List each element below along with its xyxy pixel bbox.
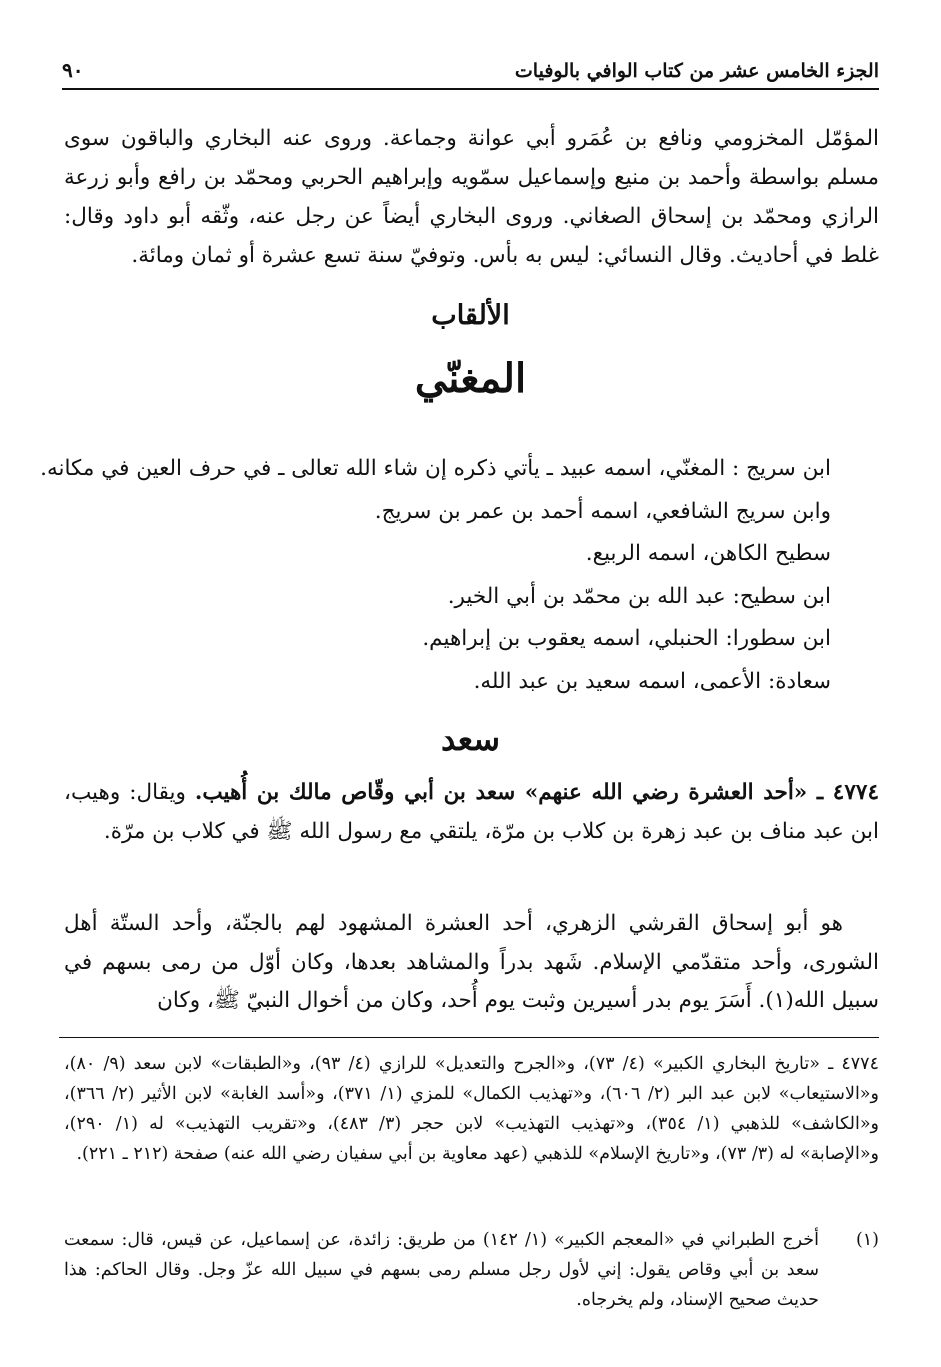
section-heading-alqab: الألقاب: [431, 300, 510, 331]
biography-entry: [64, 773, 879, 851]
footnote-divider: [59, 1037, 879, 1038]
section-heading-saad: سعد: [440, 720, 501, 758]
list-item: وابن سريج الشافعي، اسمه أحمد بن عمر بن سريج.: [374, 498, 831, 524]
section-heading-mughni: المغنّي: [414, 355, 527, 402]
footnote-main: ٤٧٧٤ ـ «تاريخ البخاري الكبير» (٤/ ٧٣)، و«الجرح والتعديل» للرازي (٤/ ٩٣)، و«الطبقات» لابن سعد (٩/ ٨٠)، و«الاستيعاب» لابن عبد البر (٢/ ٦٠٦)، و«تهذيب الكمال» للمزي (١/ ٣٧١)، و«أسد الغابة» لابن الأثير (٢/ ٣٦٦)، و«الكاشف» للذهبي (١/ ٣٥٤)، و«تهذيب التهذيب» لابن حجر (٣/ ٤٨٣)، و«تقريب التهذيب» له (١/ ٢٩٠)، و«الإصابة» له (٣/ ٧٣)، و«تاريخ الإسلام» للذهبي (عهد معاوية بن أبي سفيان رضي الله عنه) صفحة (٢١٢ ـ ٢٢١).: [64, 1054, 879, 1164]
footnote-1: [64, 1225, 879, 1315]
page-number: ٩٠: [62, 58, 84, 82]
footnote-1-marker: (١): [855, 1230, 879, 1250]
list-item: ابن سريج : المغنّي، اسمه عبيد ـ يأتي ذكره إن شاء الله تعالى ـ في حرف العين في مكانه.: [40, 456, 831, 481]
mughni-entry-list: [40, 448, 831, 703]
opening-paragraph: [64, 119, 879, 275]
running-header: [62, 52, 879, 90]
biography-entry-continuation: ويقال: وهيب، ابن عبد مناف بن عبد زهرة بن كلاب بن مرّة، يلتقي مع رسول الله ﷺ في كلاب بن مرّة.: [64, 780, 879, 844]
biography-paragraph-2: هو أبو إسحاق القرشي الزهري، أحد العشرة المشهود لهم بالجنّة، وأحد الستّة أهل الشورى، وأحد متقدّمي الإسلام. شَهد بدراً والمشاهد بعدها، وكان أوّل من رمى بسهم في سبيل الله(١). أَسَرَ يوم بدر أسيرين وثبت يوم أُحد، وكان من أخوال النبيّ ﷺ، وكان: [64, 911, 879, 1013]
list-item: سطيح الكاهن، اسمه الربيع.: [585, 541, 831, 566]
biography-entry-title: ٤٧٧٤ ـ «أحد العشرة رضي الله عنهم» سعد بن أبي وقّاص مالك بن أُهيب.: [194, 780, 879, 805]
running-title: الجزء الخامس عشر من كتاب الوافي بالوفيات: [514, 60, 879, 82]
opening-paragraph-text: المؤمّل المخزومي ونافع بن عُمَرو أبي عوانة وجماعة. وروى عنه البخاري والباقون سوى مسلم بواسطة وأحمد بن منيع وإسماعيل سمّويه وإبراهيم الحربي ومحمّد بن رافع وأبو زرعة الرازي ومحمّد بن إسحاق الصغاني. وروى البخاري أيضاً عن رجل عنه، وثّقه أبو داود وقال: غلط في أحاديث. وقال النسائي: ليس به بأس. وتوفيّ سنة تسع عشرة أو ثمان ومائة.: [64, 126, 879, 268]
list-item: ابن سطيح: عبد الله بن محمّد بن أبي الخير.: [447, 583, 831, 609]
list-item: سعادة: الأعمى، اسمه سعيد بن عبد الله.: [473, 668, 831, 694]
footnote-1-text: أخرج الطبراني في «المعجم الكبير» (١/ ١٤٢) من طريق: زائدة، عن إسماعيل، عن قيس، قال: سمعت سعد بن أبي وقاص يقول: إني لأول رجل مسلم رمى بسهم في سبيل الله عزّ وجل. وقال الحاكم: هذا حديث صحيح الإسناد، ولم يخرجاه.: [64, 1230, 819, 1310]
list-item: ابن سطورا: الحنبلي، اسمه يعقوب بن إبراهيم.: [422, 626, 831, 651]
